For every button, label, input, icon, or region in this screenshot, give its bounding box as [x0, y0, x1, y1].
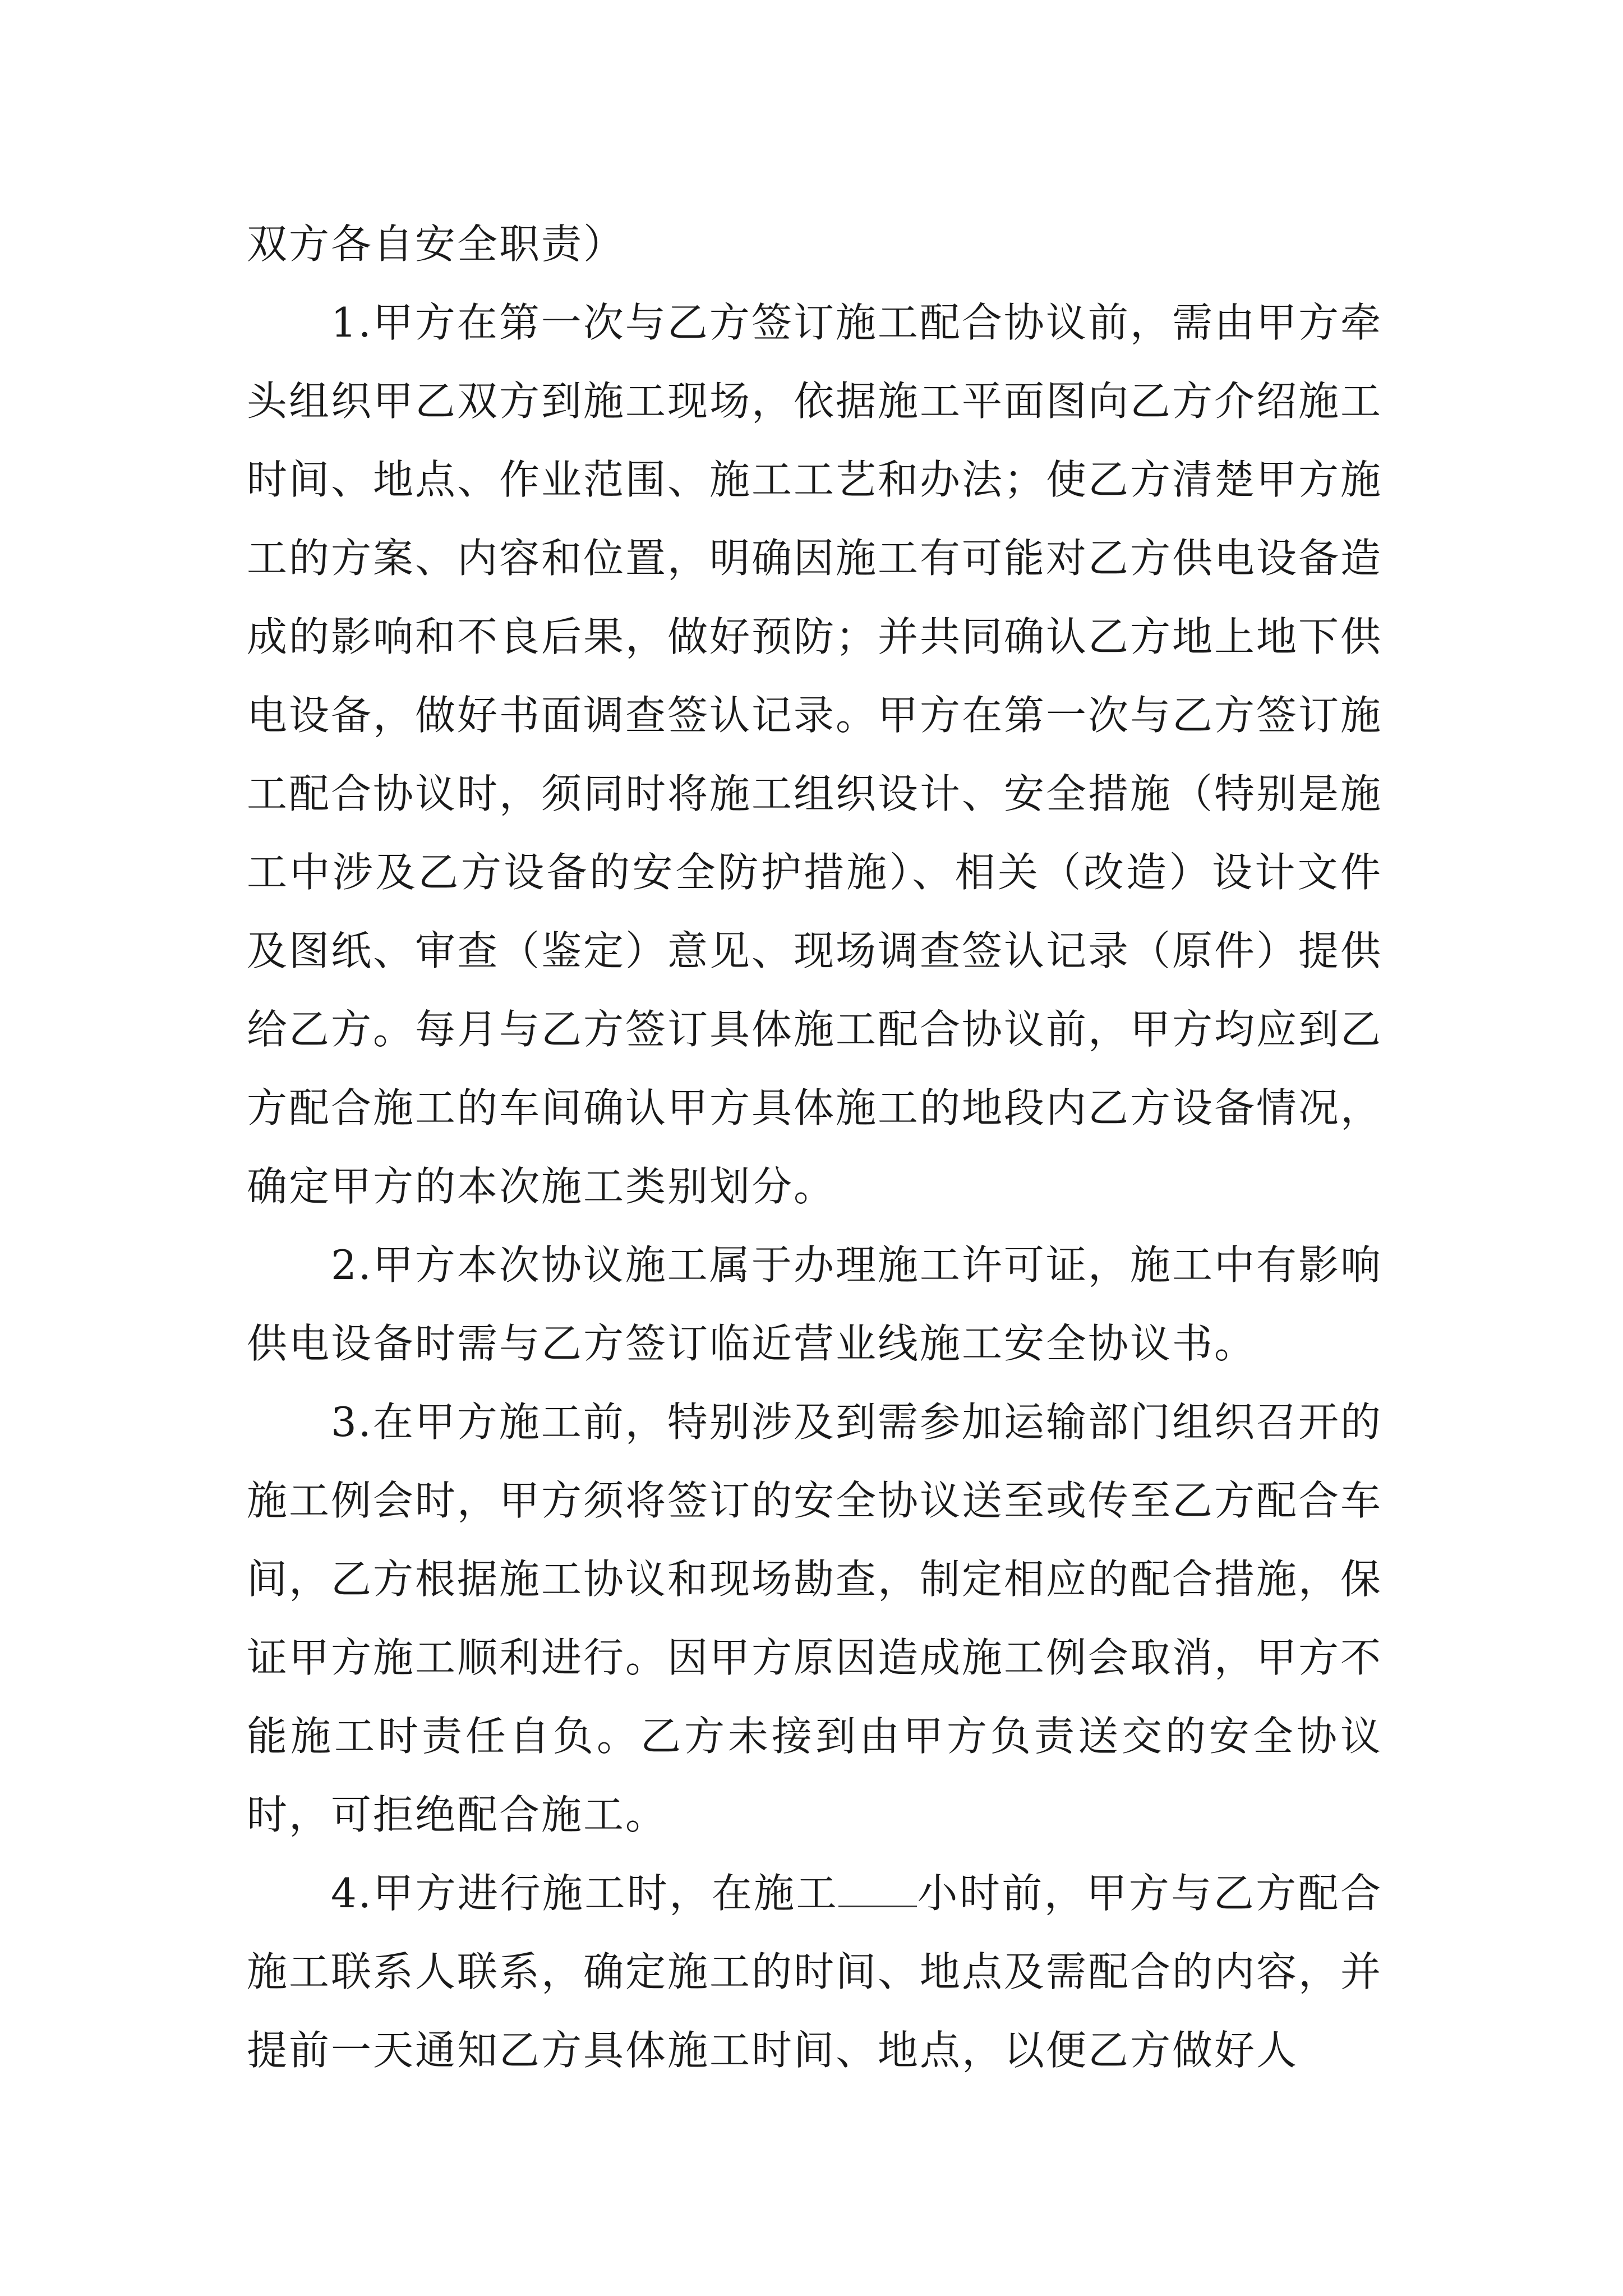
paragraph-3: 3.在甲方施工前，特别涉及到需参加运输部门组织召开的施工例会时，甲方须将签订的安全协议送至或传至乙方配合车间，乙方根据施工协议和现场勘查，制定相应的配合措施，保证甲方施工顺利进行。因甲方原因造成施工例会取消，甲方不能施工时责任自负。乙方未接到由甲方负责送交的安全协议时，可拒绝配合施工。: [247, 1398, 1383, 1838]
fill-in-blank-line: [838, 1872, 917, 1907]
paragraph-4: [247, 1854, 1382, 2090]
paragraph-heading-tail: 双方各自安全职责）: [247, 220, 626, 268]
paragraph-2: 2.甲方本次协议施工属于办理施工许可证，施工中有影响供电设备时需与乙方签订临近营业线施工安全协议书。: [247, 1241, 1382, 1367]
paragraph-1: 1.甲方在第一次与乙方签订施工配合协议前，需由甲方牵头组织甲乙双方到施工现场，依据施工平面图向乙方介绍施工时间、地点、作业范围、施工工艺和办法；使乙方清楚甲方施工的方案、内容和位置，明确因施工有可能对乙方供电设备造成的影响和不良后果，做好预防；并共同确认乙方地上地下供电设备，做好书面调查签认记录。甲方在第一次与乙方签订施工配合协议时，须同时将施工组织设计、安全措施（特别是施工中涉及乙方设备的安全防护措施）、相关（改造）设计文件及图纸、审查（鉴定）意见、现场调查签认记录（原件）提供给乙方。每月与乙方签订具体施工配合协议前，甲方均应到乙方配合施工的车间确认甲方具体施工的地段内乙方设备情况，确定甲方的本次施工类别划分。: [247, 299, 1383, 1210]
paragraph-4-before-blank: 4.甲方进行施工时，在施工: [331, 1870, 839, 1917]
paragraph-4-after-blank: 小时前，甲方与乙方配合施工联系人联系，确定施工的时间、地点及需配合的内容，并提前一天通知乙方具体施工时间、地点，以便乙方做好人: [247, 1870, 1383, 2074]
document-body: [247, 205, 1382, 2090]
